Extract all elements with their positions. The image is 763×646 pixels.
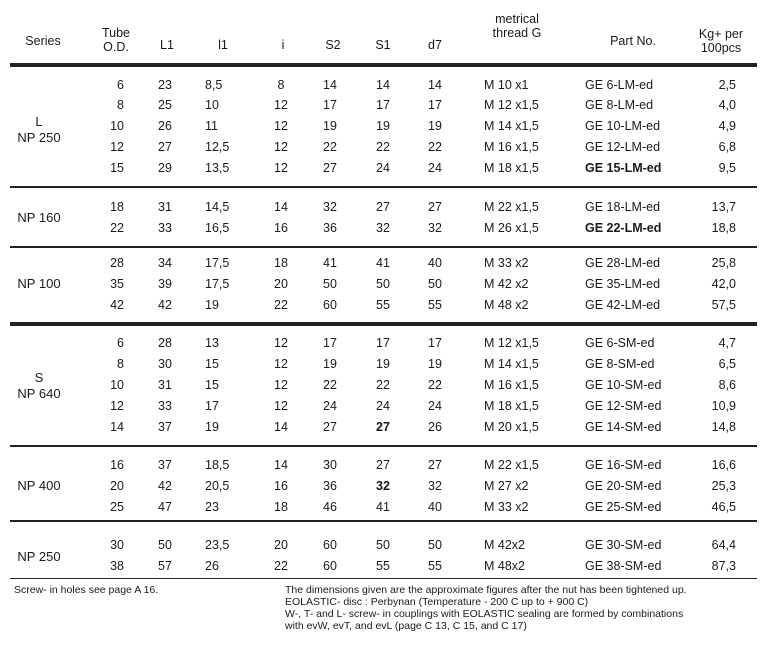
header-part-no: Part No. — [610, 34, 656, 48]
table-row — [0, 333, 763, 353]
cell-S1: 27 — [376, 458, 390, 472]
cell-thread: M 16 x1,5 — [484, 378, 539, 392]
cell-thread: M 10 x1 — [484, 78, 529, 92]
table-row — [0, 417, 763, 437]
cell-L1: 57 — [158, 559, 172, 573]
cell-S2: 19 — [323, 119, 337, 133]
cell-tube: 15 — [110, 161, 124, 175]
table-row — [0, 253, 763, 273]
cell-l1: 20,5 — [205, 479, 230, 493]
cell-S2: 17 — [323, 98, 337, 112]
cell-kg: 8,6 — [718, 378, 736, 392]
cell-part-no: GE 42-LM-ed — [585, 298, 661, 312]
cell-tube: 6 — [117, 336, 124, 350]
cell-part-no: GE 14-SM-ed — [585, 420, 662, 434]
cell-i: 18 — [274, 500, 288, 514]
cell-kg: 46,5 — [711, 500, 736, 514]
cell-l1: 19 — [205, 298, 219, 312]
cell-i: 12 — [274, 119, 288, 133]
header-kg: Kg+ per 100pcs — [698, 27, 744, 55]
cell-kg: 64,4 — [711, 538, 736, 552]
cell-d7: 50 — [428, 538, 442, 552]
cell-S2: 60 — [323, 559, 337, 573]
cell-kg: 25,8 — [711, 256, 736, 270]
table-row — [0, 197, 763, 217]
cell-d7: 27 — [428, 458, 442, 472]
cell-S1: 32 — [376, 221, 390, 235]
footnote-eolastic-disc: EOLASTIC- disc : Perbynan (Temperature - 200 C up to + 900 C) — [285, 596, 589, 608]
cell-part-no: GE 22-LM-ed — [585, 221, 662, 235]
cell-thread: M 22 x1,5 — [484, 200, 539, 214]
cell-tube: 25 — [110, 500, 124, 514]
cell-i: 22 — [274, 559, 288, 573]
cell-i: 20 — [274, 277, 288, 291]
header-thread: metrical thread G — [492, 12, 542, 40]
cell-tube: 30 — [110, 538, 124, 552]
cell-L1: 31 — [158, 378, 172, 392]
cell-thread: M 42x2 — [484, 538, 525, 552]
table-row — [0, 116, 763, 136]
footer-rule — [10, 578, 757, 579]
cell-tube: 14 — [110, 420, 124, 434]
cell-i: 22 — [274, 298, 288, 312]
cell-kg: 10,9 — [711, 399, 736, 413]
cell-d7: 19 — [428, 357, 442, 371]
cell-d7: 22 — [428, 140, 442, 154]
cell-tube: 10 — [110, 119, 124, 133]
cell-S1: 22 — [376, 140, 390, 154]
cell-i: 12 — [274, 357, 288, 371]
cell-S2: 17 — [323, 336, 337, 350]
cell-tube: 38 — [110, 559, 124, 573]
cell-d7: 19 — [428, 119, 442, 133]
cell-part-no: GE 20-SM-ed — [585, 479, 662, 493]
cell-S1: 24 — [376, 161, 390, 175]
cell-kg: 14,8 — [711, 420, 736, 434]
cell-tube: 22 — [110, 221, 124, 235]
cell-part-no: GE 15-LM-ed — [585, 161, 662, 175]
cell-d7: 55 — [428, 559, 442, 573]
group-divider — [10, 445, 757, 447]
cell-S2: 50 — [323, 277, 337, 291]
header-l1: l1 — [218, 38, 228, 52]
cell-L1: 37 — [158, 420, 172, 434]
cell-d7: 24 — [428, 161, 442, 175]
header-tube-od: Tube O.D. — [101, 26, 131, 54]
group-divider — [10, 186, 757, 188]
cell-S1: 22 — [376, 378, 390, 392]
cell-thread: M 14 x1,5 — [484, 119, 539, 133]
cell-tube: 6 — [117, 78, 124, 92]
cell-thread: M 48x2 — [484, 559, 525, 573]
cell-kg: 13,7 — [711, 200, 736, 214]
cell-i: 12 — [274, 399, 288, 413]
cell-L1: 33 — [158, 221, 172, 235]
cell-S1: 41 — [376, 500, 390, 514]
cell-S2: 36 — [323, 479, 337, 493]
cell-l1: 10 — [205, 98, 219, 112]
cell-l1: 15 — [205, 357, 219, 371]
cell-d7: 17 — [428, 98, 442, 112]
cell-L1: 34 — [158, 256, 172, 270]
cell-kg: 4,7 — [718, 336, 736, 350]
header-S1: S1 — [375, 38, 391, 52]
cell-S1: 50 — [376, 277, 390, 291]
cell-L1: 26 — [158, 119, 172, 133]
cell-S2: 22 — [323, 140, 337, 154]
table-row — [0, 455, 763, 475]
cell-i: 12 — [274, 378, 288, 392]
cell-part-no: GE 28-LM-ed — [585, 256, 661, 270]
cell-S1: 24 — [376, 399, 390, 413]
header-S2: S2 — [325, 38, 341, 52]
footnote-screw-holes: Screw- in holes see page A 16. — [14, 584, 159, 596]
cell-thread: M 33 x2 — [484, 500, 529, 514]
cell-L1: 27 — [158, 140, 172, 154]
cell-S1: 55 — [376, 559, 390, 573]
cell-i: 18 — [274, 256, 288, 270]
table-row — [0, 137, 763, 157]
cell-S1: 27 — [376, 420, 390, 434]
cell-tube: 12 — [110, 399, 124, 413]
cell-thread: M 16 x1,5 — [484, 140, 539, 154]
cell-l1: 26 — [205, 559, 219, 573]
cell-part-no: GE 16-SM-ed — [585, 458, 662, 472]
cell-part-no: GE 8-LM-ed — [585, 98, 654, 112]
cell-i: 12 — [274, 336, 288, 350]
cell-part-no: GE 12-LM-ed — [585, 140, 661, 154]
cell-kg: 2,5 — [718, 78, 736, 92]
cell-L1: 29 — [158, 161, 172, 175]
cell-thread: M 26 x1,5 — [484, 221, 539, 235]
cell-kg: 18,8 — [711, 221, 736, 235]
cell-L1: 33 — [158, 399, 172, 413]
cell-d7: 40 — [428, 256, 442, 270]
cell-part-no: GE 10-SM-ed — [585, 378, 662, 392]
header-rule — [10, 63, 757, 67]
cell-i: 12 — [274, 140, 288, 154]
cell-S1: 41 — [376, 256, 390, 270]
cell-kg: 9,5 — [718, 161, 736, 175]
cell-d7: 17 — [428, 336, 442, 350]
cell-part-no: GE 25-SM-ed — [585, 500, 662, 514]
cell-S2: 36 — [323, 221, 337, 235]
cell-l1: 8,5 — [205, 78, 223, 92]
cell-tube: 18 — [110, 200, 124, 214]
cell-part-no: GE 8-SM-ed — [585, 357, 655, 371]
cell-kg: 87,3 — [711, 559, 736, 573]
cell-tube: 16 — [110, 458, 124, 472]
cell-kg: 57,5 — [711, 298, 736, 312]
cell-l1: 11 — [205, 119, 218, 133]
cell-S1: 50 — [376, 538, 390, 552]
cell-S2: 19 — [323, 357, 337, 371]
table-row — [0, 497, 763, 517]
cell-i: 16 — [274, 479, 288, 493]
table-row — [0, 556, 763, 576]
series-label: L NP 250 — [17, 114, 61, 145]
table-row — [0, 375, 763, 395]
cell-L1: 47 — [158, 500, 172, 514]
cell-tube: 28 — [110, 256, 124, 270]
cell-S1: 55 — [376, 298, 390, 312]
cell-l1: 15 — [205, 378, 219, 392]
cell-i: 14 — [274, 458, 288, 472]
cell-L1: 42 — [158, 479, 172, 493]
series-divider — [10, 322, 757, 326]
cell-d7: 14 — [428, 78, 442, 92]
cell-kg: 16,6 — [711, 458, 736, 472]
table-row — [0, 354, 763, 374]
cell-kg: 4,0 — [718, 98, 736, 112]
cell-l1: 12,5 — [205, 140, 230, 154]
table-row — [0, 396, 763, 416]
table-header — [0, 0, 763, 62]
footnote-couplings: W-, T- and L- screw- in couplings with EOLASTIC sealing are formed by combinations — [285, 608, 684, 620]
cell-i: 20 — [274, 538, 288, 552]
header-series: Series — [25, 34, 61, 48]
cell-i: 14 — [274, 200, 288, 214]
cell-thread: M 18 x1,5 — [484, 161, 539, 175]
cell-tube: 42 — [110, 298, 124, 312]
table-row — [0, 218, 763, 238]
cell-part-no: GE 30-SM-ed — [585, 538, 662, 552]
cell-l1: 13 — [205, 336, 219, 350]
cell-part-no: GE 10-LM-ed — [585, 119, 661, 133]
cell-thread: M 18 x1,5 — [484, 399, 539, 413]
cell-L1: 28 — [158, 336, 172, 350]
header-L1: L1 — [160, 38, 174, 52]
cell-kg: 6,8 — [718, 140, 736, 154]
cell-l1: 13,5 — [205, 161, 230, 175]
cell-tube: 12 — [110, 140, 124, 154]
cell-thread: M 20 x1,5 — [484, 420, 539, 434]
cell-S1: 17 — [376, 98, 390, 112]
cell-part-no: GE 18-LM-ed — [585, 200, 661, 214]
cell-L1: 31 — [158, 200, 172, 214]
cell-d7: 32 — [428, 479, 442, 493]
cell-thread: M 33 x2 — [484, 256, 529, 270]
cell-part-no: GE 6-LM-ed — [585, 78, 654, 92]
cell-d7: 40 — [428, 500, 442, 514]
series-label: NP 100 — [17, 276, 61, 291]
table-row — [0, 535, 763, 555]
cell-tube: 35 — [110, 277, 124, 291]
cell-tube: 8 — [117, 98, 124, 112]
cell-S2: 24 — [323, 399, 337, 413]
cell-S1: 19 — [376, 119, 390, 133]
cell-S2: 46 — [323, 500, 337, 514]
cell-part-no: GE 38-SM-ed — [585, 559, 662, 573]
group-divider — [10, 520, 757, 522]
cell-kg: 25,3 — [711, 479, 736, 493]
cell-S1: 19 — [376, 357, 390, 371]
cell-l1: 17 — [205, 399, 219, 413]
cell-S1: 27 — [376, 200, 390, 214]
footnote-dimensions: The dimensions given are the approximate figures after the nut has been tightened up. — [285, 584, 687, 596]
cell-thread: M 48 x2 — [484, 298, 529, 312]
table-row — [0, 274, 763, 294]
cell-kg: 4,9 — [718, 119, 736, 133]
cell-S1: 32 — [376, 479, 390, 493]
cell-S2: 30 — [323, 458, 337, 472]
footnote-combinations: with evW, evT, and evL (page C 13, C 15, and C 17) — [285, 620, 527, 632]
series-label: NP 250 — [17, 549, 61, 564]
cell-thread: M 12 x1,5 — [484, 98, 539, 112]
cell-S1: 17 — [376, 336, 390, 350]
cell-thread: M 22 x1,5 — [484, 458, 539, 472]
cell-d7: 24 — [428, 399, 442, 413]
series-label: NP 160 — [17, 210, 61, 225]
cell-l1: 17,5 — [205, 256, 230, 270]
cell-d7: 55 — [428, 298, 442, 312]
cell-S2: 14 — [323, 78, 337, 92]
cell-l1: 16,5 — [205, 221, 230, 235]
cell-S2: 27 — [323, 420, 337, 434]
cell-l1: 17,5 — [205, 277, 230, 291]
cell-L1: 37 — [158, 458, 172, 472]
cell-l1: 19 — [205, 420, 219, 434]
cell-L1: 23 — [158, 78, 172, 92]
cell-L1: 50 — [158, 538, 172, 552]
cell-L1: 25 — [158, 98, 172, 112]
cell-S1: 14 — [376, 78, 390, 92]
cell-d7: 50 — [428, 277, 442, 291]
cell-i: 12 — [274, 98, 288, 112]
cell-S2: 22 — [323, 378, 337, 392]
cell-S2: 32 — [323, 200, 337, 214]
table-row — [0, 95, 763, 115]
cell-l1: 23 — [205, 500, 219, 514]
table-row — [0, 476, 763, 496]
cell-thread: M 27 x2 — [484, 479, 529, 493]
cell-S2: 60 — [323, 298, 337, 312]
cell-d7: 27 — [428, 200, 442, 214]
cell-tube: 10 — [110, 378, 124, 392]
cell-S2: 41 — [323, 256, 337, 270]
cell-kg: 42,0 — [711, 277, 736, 291]
header-i: i — [281, 38, 285, 52]
cell-thread: M 12 x1,5 — [484, 336, 539, 350]
cell-kg: 6,5 — [718, 357, 736, 371]
cell-tube: 8 — [117, 357, 124, 371]
table-row — [0, 158, 763, 178]
cell-L1: 42 — [158, 298, 172, 312]
cell-thread: M 14 x1,5 — [484, 357, 539, 371]
series-label: S NP 640 — [17, 370, 61, 401]
cell-i: 12 — [274, 161, 288, 175]
cell-L1: 30 — [158, 357, 172, 371]
cell-l1: 23,5 — [205, 538, 230, 552]
table-row — [0, 75, 763, 95]
cell-d7: 26 — [428, 420, 442, 434]
cell-part-no: GE 6-SM-ed — [585, 336, 655, 350]
cell-i: 16 — [274, 221, 288, 235]
group-divider — [10, 246, 757, 248]
cell-part-no: GE 12-SM-ed — [585, 399, 662, 413]
cell-part-no: GE 35-LM-ed — [585, 277, 661, 291]
cell-i: 14 — [274, 420, 288, 434]
cell-thread: M 42 x2 — [484, 277, 529, 291]
cell-tube: 20 — [110, 479, 124, 493]
cell-d7: 22 — [428, 378, 442, 392]
cell-S2: 27 — [323, 161, 337, 175]
cell-l1: 18,5 — [205, 458, 230, 472]
table-row — [0, 295, 763, 315]
cell-S2: 60 — [323, 538, 337, 552]
cell-d7: 32 — [428, 221, 442, 235]
cell-l1: 14,5 — [205, 200, 230, 214]
cell-L1: 39 — [158, 277, 172, 291]
cell-i: 8 — [277, 78, 285, 92]
series-label: NP 400 — [17, 478, 61, 493]
header-d7: d7 — [428, 38, 442, 52]
